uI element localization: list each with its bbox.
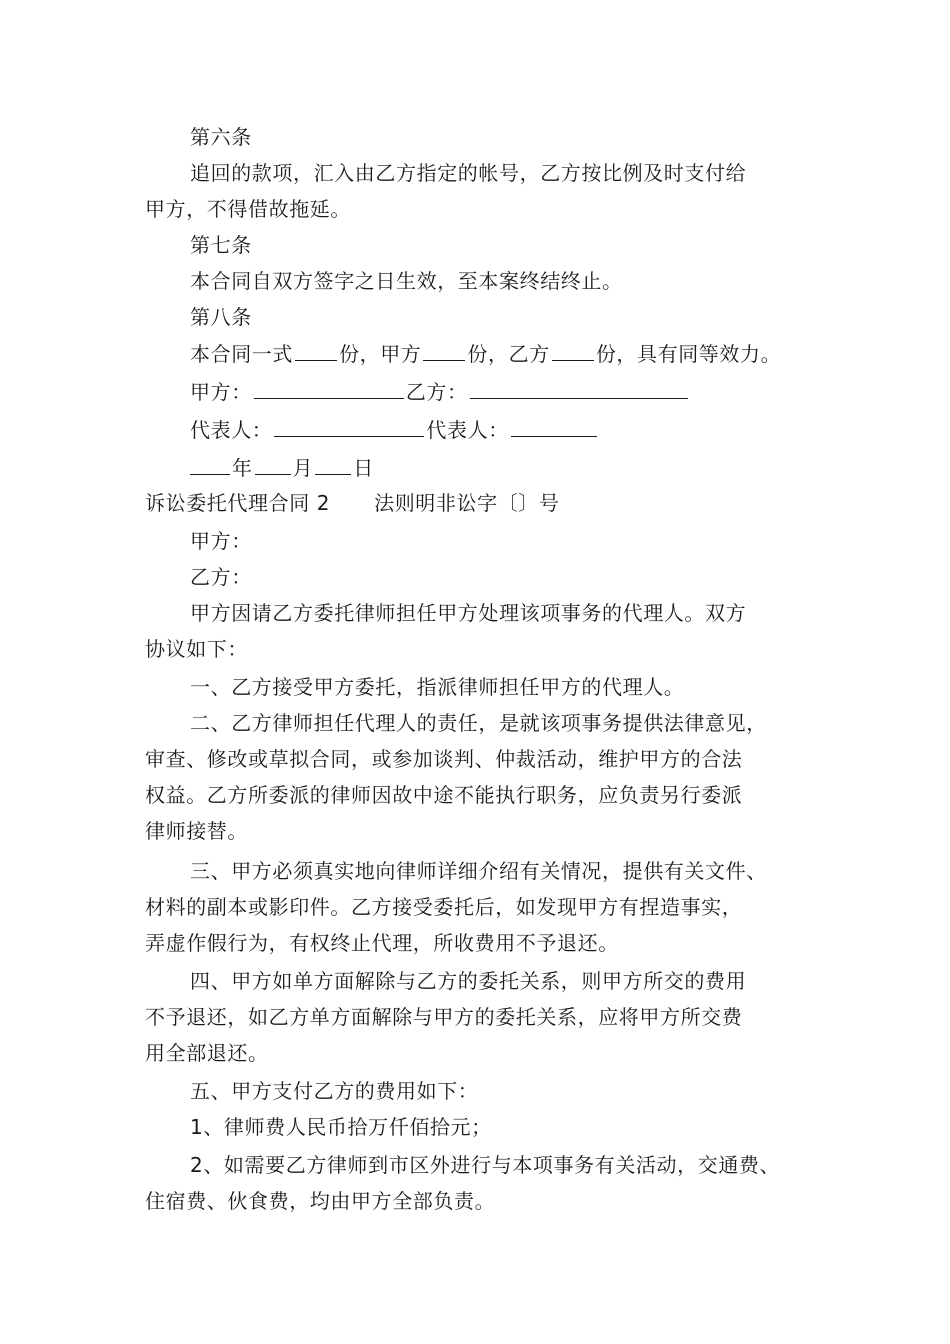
sign-rep-a-blank: [274, 414, 424, 437]
signature-representative-line: [190, 414, 599, 445]
copies-text-a: 本合同一式: [190, 342, 293, 366]
clause-3-line-1: 三、甲方必须真实地向律师详细介绍有关情况，提供有关文件、: [190, 859, 767, 883]
intro-line-2: 协议如下：: [145, 637, 248, 661]
clause-2-line-4: 律师接替。: [145, 819, 248, 843]
sign-rep-b-blank: [511, 414, 597, 437]
date-day-label: 日: [353, 456, 374, 480]
date-year-blank: [190, 452, 230, 475]
date-month-blank: [255, 452, 291, 475]
sign-rep-b-label: 代表人：: [426, 418, 509, 442]
sign-party-a-label: 甲方：: [190, 380, 252, 404]
sign-party-b-blank: [470, 376, 688, 399]
fee-item-1: 1、律师费人民币拾万仟佰拾元；: [190, 1115, 492, 1139]
copies-party-b-blank: [552, 338, 594, 361]
sign-party-b-label: 乙方：: [405, 380, 468, 404]
article-8-title: 第八条: [190, 305, 252, 329]
contract-2-heading: [145, 488, 560, 518]
date-year-label: 年: [232, 456, 253, 480]
clause-2-line-2: 审查、修改或草拟合同，或参加谈判、仲裁活动，维护甲方的合法: [145, 747, 743, 771]
fee-item-2-line-1: 2、如需要乙方律师到市区外进行与本项事务有关活动，交通费、: [190, 1153, 781, 1177]
clause-4-line-1: 四、甲方如单方面解除与乙方的委托关系，则甲方所交的费用: [190, 969, 747, 993]
clause-4-line-2: 不予退还，如乙方单方面解除与甲方的委托关系，应将甲方所交费: [145, 1005, 743, 1029]
copies-text-b: 份，甲方: [339, 342, 422, 366]
date-month-label: 月: [292, 456, 314, 480]
clause-1: 一、乙方接受甲方委托，指派律师担任甲方的代理人。: [190, 675, 685, 699]
signature-date-line: [190, 452, 374, 483]
clause-4-line-3: 用全部退还。: [145, 1041, 269, 1065]
contract-2-reference: 法则明非讼字〔〕号: [374, 491, 560, 515]
clause-2-line-1: 二、乙方律师担任代理人的责任，是就该项事务提供法律意见，: [190, 711, 767, 735]
party-a-label: 甲方：: [190, 529, 252, 553]
clause-5: 五、甲方支付乙方的费用如下：: [190, 1079, 479, 1103]
party-b-label: 乙方：: [190, 565, 252, 589]
copies-party-a-blank: [423, 338, 465, 361]
copies-total-blank: [295, 338, 337, 361]
fee-item-2-line-2: 住宿费、伙食费，均由甲方全部负责。: [145, 1189, 496, 1213]
copies-clause: [190, 338, 781, 369]
article-6-text-line-1: 追回的款项，汇入由乙方指定的帐号，乙方按比例及时支付给: [190, 161, 747, 185]
copies-text-c: 份，乙方: [467, 342, 550, 366]
contract-2-title: 诉讼委托代理合同 2: [145, 491, 331, 515]
sign-party-a-blank: [254, 376, 404, 399]
clause-3-line-2: 材料的副本或影印件。乙方接受委托后，如发现甲方有捏造事实，: [145, 895, 743, 919]
intro-line-1: 甲方因请乙方委托律师担任甲方处理该项事务的代理人。双方: [190, 601, 747, 625]
date-day-blank: [315, 452, 351, 475]
copies-text-d: 份，具有同等效力。: [595, 342, 782, 366]
article-7-text: 本合同自双方签字之日生效，至本案终结终止。: [190, 269, 623, 293]
signature-party-line: [190, 376, 690, 407]
sign-rep-a-label: 代表人：: [190, 418, 273, 442]
clause-3-line-3: 弄虚作假行为，有权终止代理，所收费用不予退还。: [145, 931, 619, 955]
article-7-title: 第七条: [190, 233, 252, 257]
clause-2-line-3: 权益。乙方所委派的律师因故中途不能执行职务，应负责另行委派: [145, 783, 743, 807]
article-6-text-line-2: 甲方，不得借故拖延。: [145, 197, 351, 221]
article-6-title: 第六条: [190, 125, 252, 149]
